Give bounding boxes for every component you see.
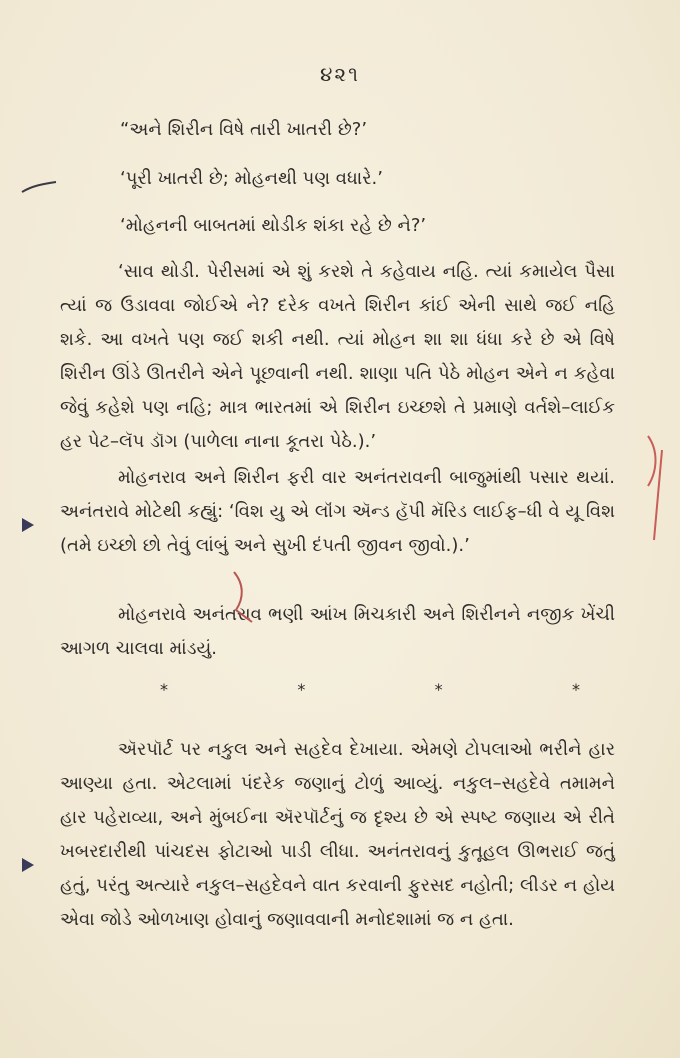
paragraph-3: મોહનરાવે અનંતરાવ ભણી આંખ મિચકારી અને શિરીનને નજીક ખેંચી આગળ ચાલવા માંડયું. <box>60 604 615 659</box>
dialogue-line-3: ‘મોહનની બાબતમાં થોડીક શંકા રહે છે ને?’ <box>120 215 427 236</box>
margin-arrow-mark <box>18 515 38 535</box>
page-number: ૪૨૧ <box>320 62 360 86</box>
paragraph-4: ઍરપૉર્ટ પર નકુલ અને સહદેવ દેખાયા. એમણે ટોપલાઓ ભરીને હાર આણ્યા હતા. એટલામાં પંદરેક જણાનું ટોળું આવ્યું. નકુલ–સહદેવે તમામને હાર પહેરાવ્યા, અને મુંબઈના ઍરપૉર્ટનું જ દૃશ્ય છે એ સ્પષ્ટ જણાય એ રીતે ખબરદારીથી પાંચદસ ફોટાઓ પાડી લીધા. અનંતરાવનું કુતૂહલ ઊભરાઈ જતું હતું, પરંતુ અત્યારે નકુલ–સહદેવને વાત કરવાની ફુરસદ નહોતી; લીડર ન હોય એવા જોડે ઓળખાણ હોવાનું જણાવવાની મનોદશામાં જ ન હતા. <box>60 739 615 930</box>
dialogue-line-1: “અને શિરીન વિષે તારી ખાતરી છે?’ <box>120 119 368 140</box>
margin-arrow-mark <box>18 855 38 875</box>
section-break-star: * <box>434 680 443 699</box>
margin-red-bracket-mark <box>640 430 670 550</box>
section-break-star: * <box>571 680 580 699</box>
section-break-star: * <box>160 680 168 699</box>
dialogue-line-2: ‘પૂરી ખાતરી છે; મોહનથી પણ વધારે.’ <box>120 168 383 189</box>
paragraph-1: ‘સાવ થોડી. પેરીસમાં એ શું કરશે તે કહેવાય નહિ. ત્યાં કમાયેલ પૈસા ત્યાં જ ઉડાવવા જોઈએ ને? દરેક વખતે શિરીન કાંઈ એની સાથે જઈ નહિ શકે. આ વખતે પણ જઈ શકી નથી. ત્યાં મોહન શા શા ધંધા કરે છે એ વિષે શિરીન ઊંડે ઊતરીને એને પૂછવાની નથી. શાણા પતિ પેઠે મોહન એને ન કહેવા જેવું કહેશે પણ નહિ; માત્ર ભારતમાં એ શિરીન ઇચ્છશે તે પ્રમાણે વર્તશે–લાઈક હર પેટ–લૅપ ડૉગ (પાળેલા નાના કૂતરા પેઠે.).’ <box>60 261 615 452</box>
pen-underline-mark <box>230 570 260 625</box>
margin-pencil-mark <box>20 170 60 200</box>
section-break-star: * <box>297 680 306 699</box>
section-break <box>160 680 580 699</box>
paragraph-2: મોહનરાવ અને શિરીન ફરી વાર અનંતરાવની બાજુમાંથી પસાર થયાં. અનંતરાવે મોટેથી કહ્યું: ‘વિશ યુ એ લૉંગ ઍન્ડ હૅપી મૅરિડ લાઈફ–ધી વે યૂ વિશ (તમે ઇચ્છો છો તેવું લાંબું અને સુખી દંપતી જીવન જીવો.).’ <box>60 467 615 556</box>
